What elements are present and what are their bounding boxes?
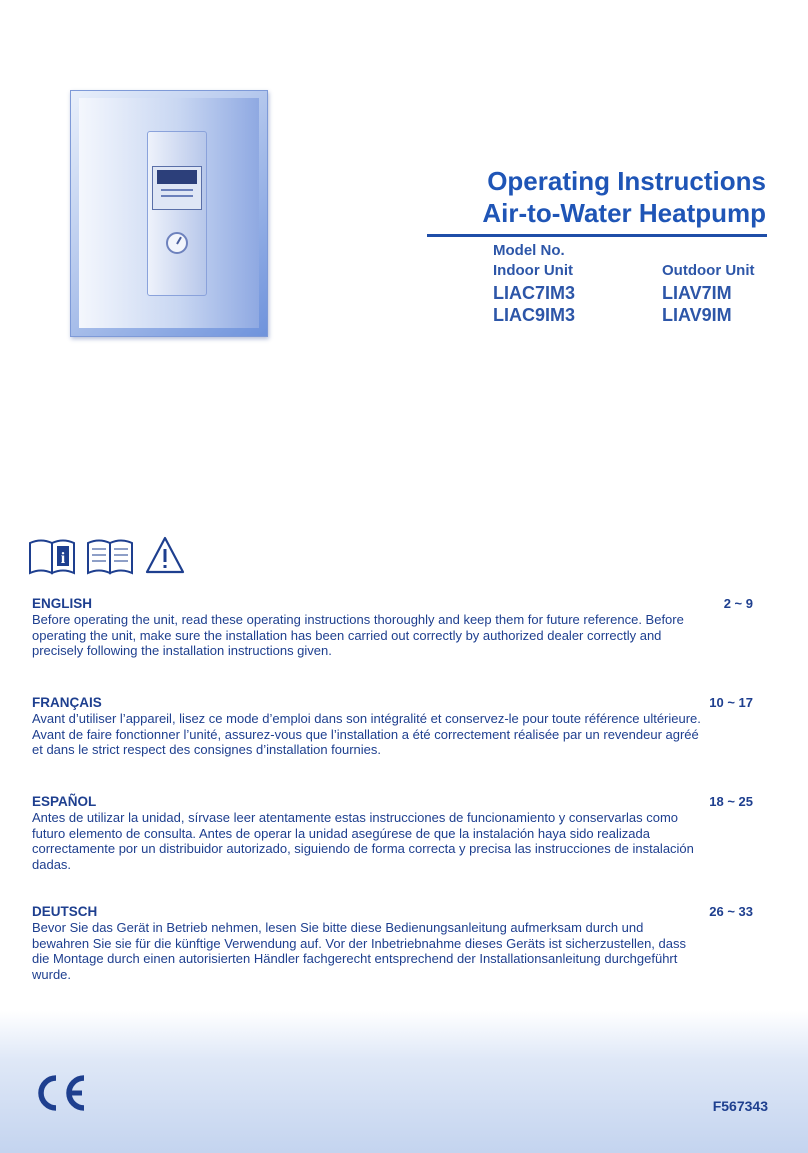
title-line-1: Operating Instructions [487,166,766,196]
pressure-gauge-icon [166,232,188,254]
outdoor-model-2: LIAV9IM [662,305,732,325]
page-range-spanish: 18 ~ 25 [709,794,753,809]
warning-triangle-icon [144,535,186,575]
outdoor-model-1: LIAV7IM [662,283,732,303]
section-heading-english: ENGLISH [32,596,93,611]
lcd-display [152,166,202,210]
section-heading-spanish: ESPAÑOL [32,794,97,809]
ce-mark-icon [30,1072,90,1114]
indoor-unit-illustration [70,90,268,337]
page-range-french: 10 ~ 17 [709,695,753,710]
title-line-2: Air-to-Water Heatpump [482,198,766,228]
outdoor-unit-label: Outdoor Unit [662,262,755,279]
section-body-french: Avant d’utiliser l’appareil, lisez ce mode d’emploi dans son intégralité et conservez-le pour toute référence ultérieure. Avant de faire fonctionner l’unité, assurez-vous que l’installation a été correctement réalisée par un revendeur agréé et dans le strict respect des consignes d’installation fournies. [32,711,701,757]
document-number: F567343 [712,1098,768,1114]
lcd-button-row [161,189,193,191]
indoor-model-1: LIAC7IM3 [493,283,576,303]
indoor-model-2: LIAC9IM3 [493,305,576,325]
section-heading-german: DEUTSCH [32,904,98,919]
section-body-german: Bevor Sie das Gerät in Betrieb nehmen, lesen Sie bitte diese Bedienungsanleitung aufmerksam durch und bewahren Sie sie für die künftige Verwendung auf. Vor der Inbetriebnahme dieses Geräts ist sicherzustellen, dass die Montage durch einen autorisierten Händler fachgerecht entsprechend der Installationsanleitung durchgeführt wurde. [32,920,686,982]
section-body-english: Before operating the unit, read these operating instructions thoroughly and keep them for future reference. Before operating the unit, make sure the installation has been carried out correctly by authorized dealer correctly and precisely following the installation instructions given. [32,612,684,658]
page-range-german: 26 ~ 33 [709,904,753,919]
info-book-icon [28,535,78,575]
open-book-icon [86,535,136,575]
indoor-unit-label: Indoor Unit [493,262,573,279]
model-no-label: Model No. [493,242,565,259]
lcd-button-row [161,195,193,197]
svg-text:i: i [60,550,66,567]
gauge-needle [176,237,182,245]
ce-mark-text: CE [30,1072,32,1073]
section-body-spanish: Antes de utilizar la unidad, sírvase leer atentamente estas instrucciones de funcionamiento y conservarlas como futuro elemento de consulta. Antes de operar la unidad asegúrese de que la instalación haya sido realizada correctamente por un distribuidor autorizado, siguiendo de forma correcta y precisa las instrucciones de instalación dadas. [32,810,694,872]
title-underline [427,234,767,237]
page-range-english: 2 ~ 9 [723,596,753,611]
unit-face [79,98,259,328]
footer-gradient [0,1010,808,1153]
control-panel [147,131,207,296]
lcd-screen [157,170,197,184]
section-heading-french: FRANÇAIS [32,695,102,710]
